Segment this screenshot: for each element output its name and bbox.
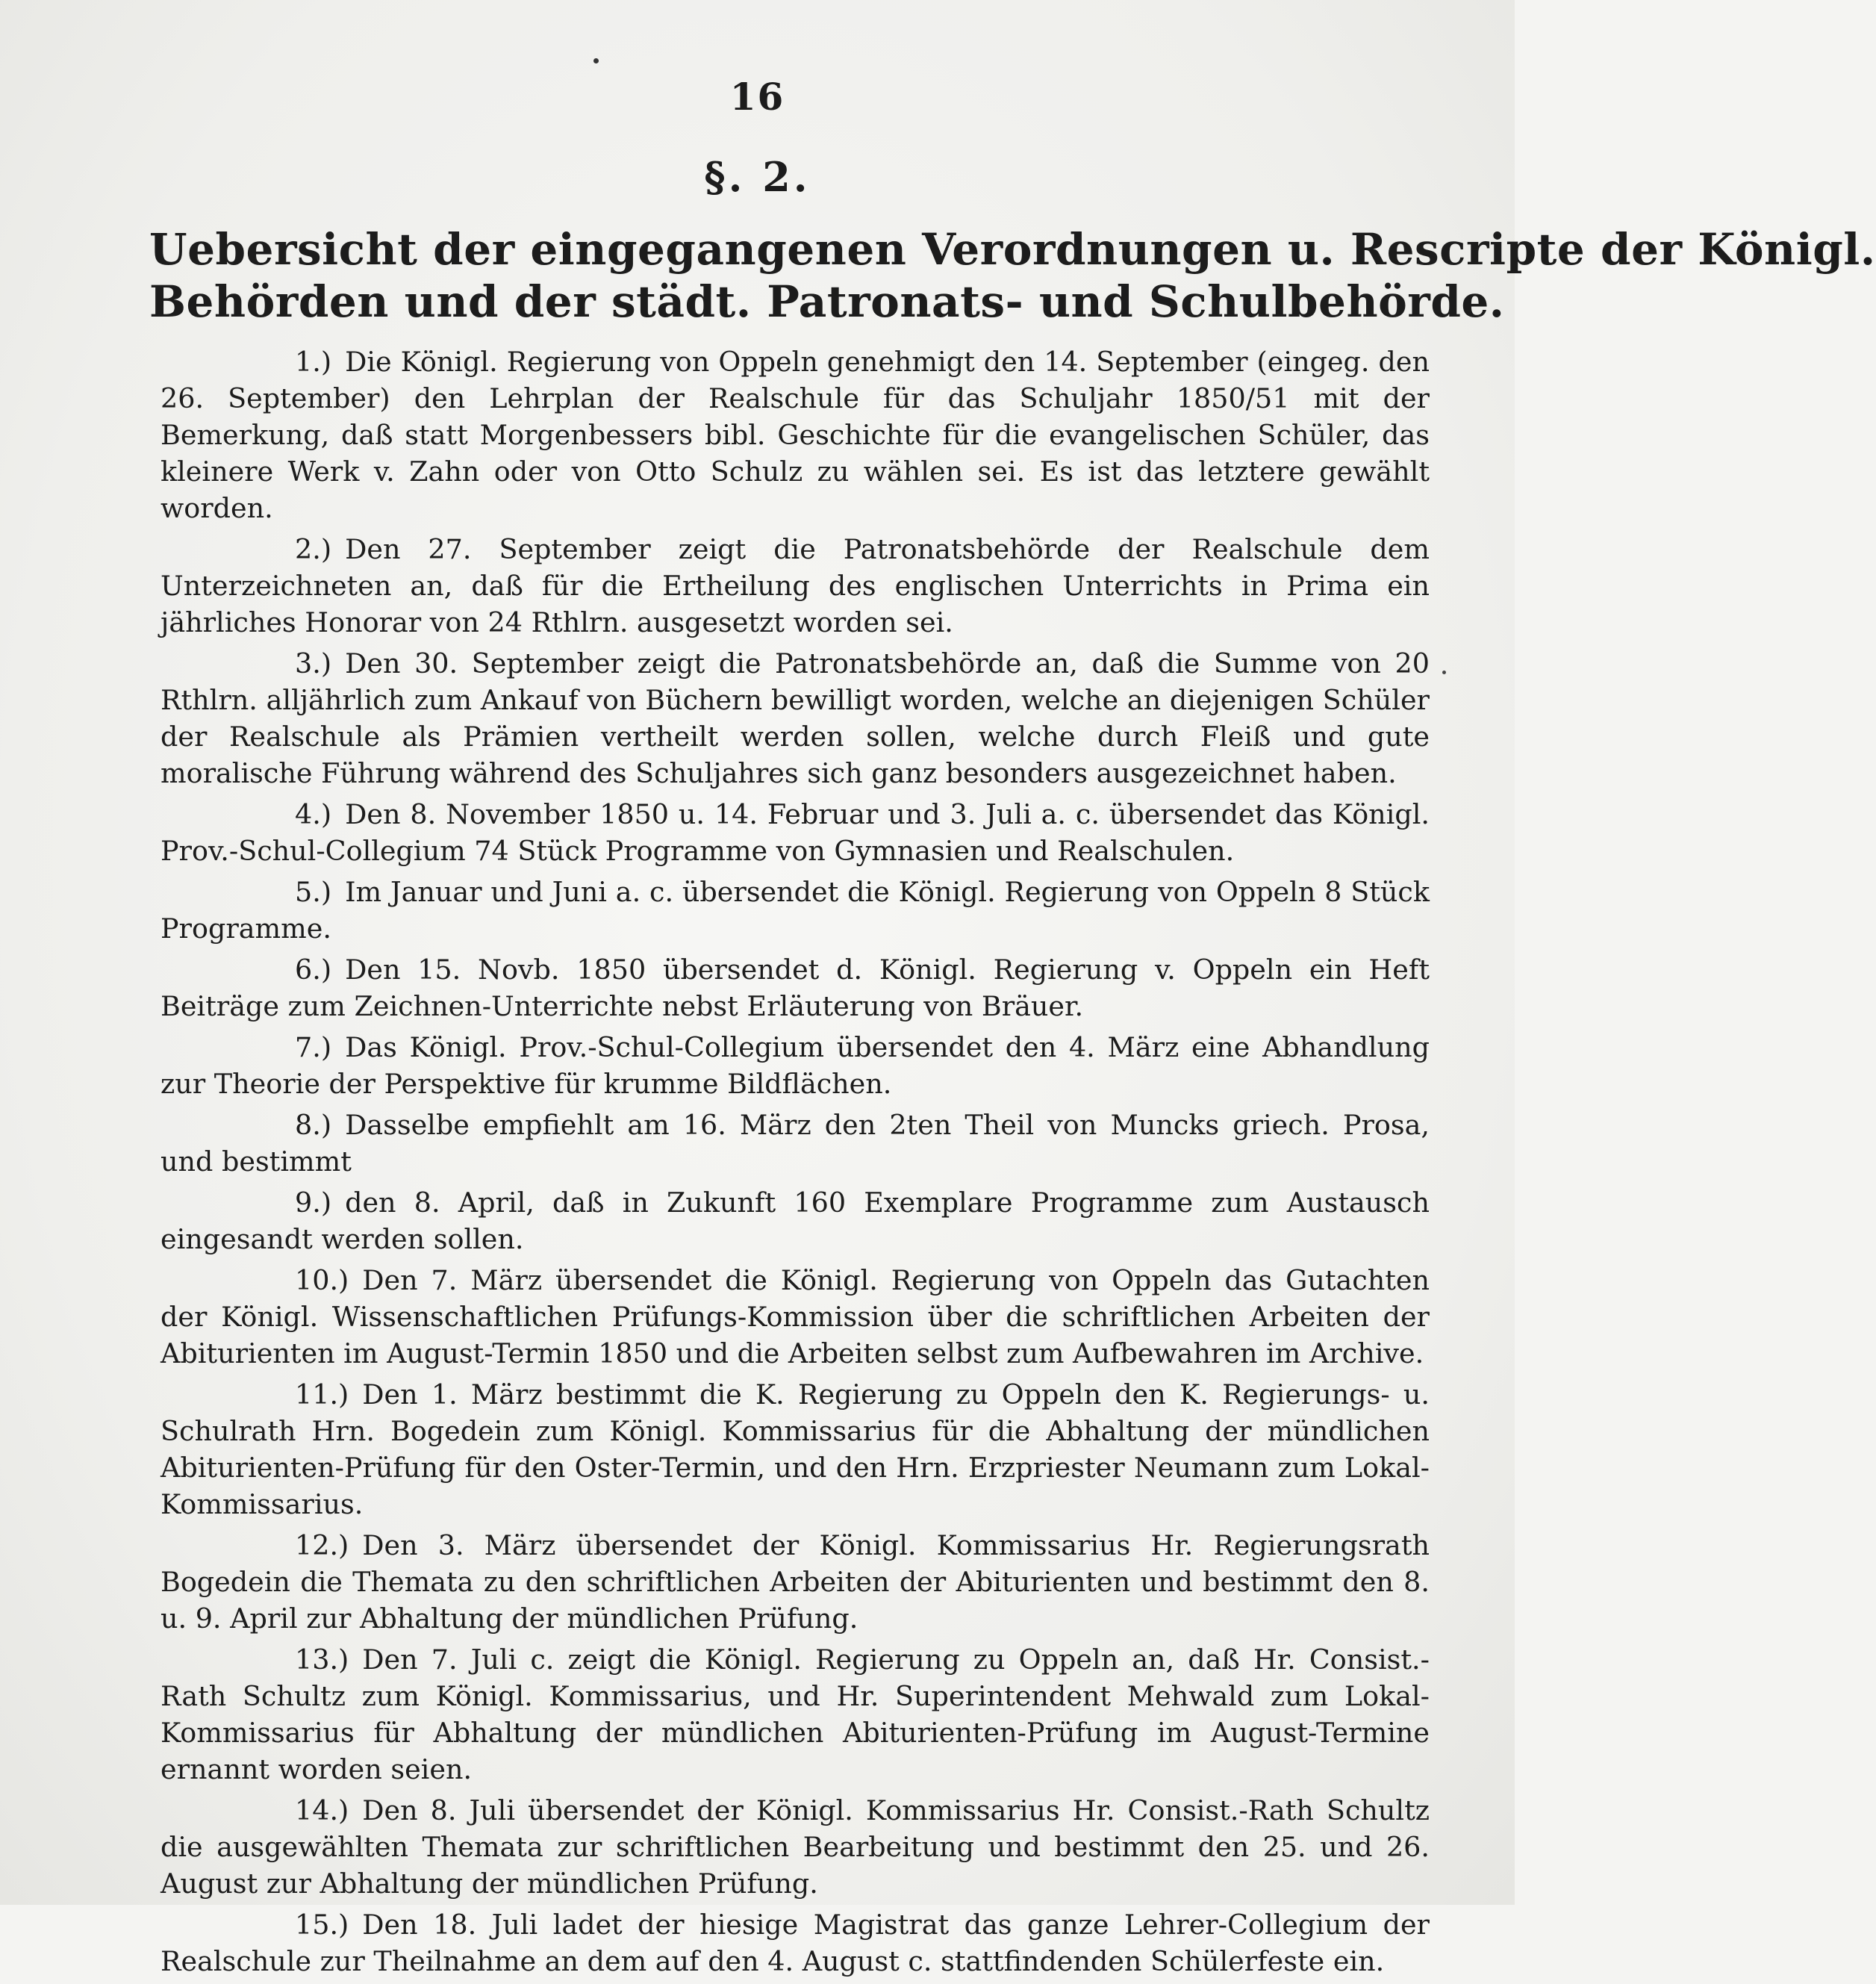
- entry-text: den 8. April, daß in Zukunft 160 Exemplare Programme zum Austausch eingesandt werden sollen.: [161, 1187, 1430, 1255]
- entry-number: 11.): [295, 1378, 349, 1411]
- list-item: [161, 1107, 1430, 1180]
- entry-number: 8.): [295, 1109, 332, 1141]
- ink-speck: [593, 58, 599, 63]
- entry-text: Den 1. März bestimmt die K. Regierung zu Oppeln den K. Regierungs- u. Schulrath Hrn. Bogedein zum Königl. Kommissarius für die Abhaltung der mündlichen Abiturienten-Prüfung für den Oster-Termin, und den Hrn. Erzpriester Neumann zum Lokal-Kommissarius.: [161, 1378, 1430, 1520]
- list-item: [161, 1906, 1430, 1980]
- entry-text: Dasselbe empfiehlt am 16. März den 2ten Theil von Muncks griech. Prosa, und bestimmt: [161, 1109, 1430, 1178]
- entry-list: [161, 343, 1430, 1984]
- entry-number: 2.): [295, 533, 332, 565]
- entry-text: Den 8. Juli übersendet der Königl. Kommissarius Hr. Consist.-Rath Schultz die ausgewählten Themata zur schriftlichen Bearbeitung und bestimmt den 25. und 26. August zur Abhaltung der mündlichen Prüfung.: [161, 1794, 1430, 1900]
- list-item: [161, 1029, 1430, 1102]
- entry-text: Im Januar und Juni a. c. übersendet die Königl. Regierung von Oppeln 8 Stück Programme.: [161, 876, 1430, 945]
- list-item: [161, 1792, 1430, 1902]
- entry-number: 7.): [295, 1031, 332, 1063]
- list-item: [161, 1641, 1430, 1788]
- entry-number: 15.): [295, 1909, 349, 1941]
- list-item: [161, 951, 1430, 1024]
- entry-text: Das Königl. Prov.-Schul-Collegium übersendet den 4. März eine Abhandlung zur Theorie der Perspektive für krumme Bildflächen.: [161, 1031, 1430, 1100]
- entry-text: Den 7. Juli c. zeigt die Königl. Regierung zu Oppeln an, daß Hr. Consist.-Rath Schultz zum Königl. Kommissarius, und Hr. Superintendent Mehwald zum Lokal-Kommissarius für Abhaltung der mündlichen Abiturienten-Prüfung im August-Termine ernannt worden seien.: [161, 1644, 1430, 1785]
- list-item: [161, 874, 1430, 947]
- heading-line-1: Uebersicht der eingegangenen Verordnungen u. Rescripte der Königl.: [149, 224, 1876, 275]
- list-item: [161, 796, 1430, 869]
- entry-text: Die Königl. Regierung von Oppeln genehmigt den 14. September (eingeg. den 26. September) den Lehrplan der Realschule für das Schuljahr 1850/51 mit der Bemerkung, daß statt Morgenbessers bibl. Geschichte für die evangelischen Schüler, das kleinere Werk v. Zahn oder von Otto Schulz zu wählen sei. Es ist das letztere gewählt worden.: [161, 346, 1430, 524]
- entry-number: 1.): [295, 346, 332, 378]
- entry-text: Den 30. September zeigt die Patronatsbehörde an, daß die Summe von 20 Rthlrn. alljährlich zum Ankauf von Büchern bewilligt worden, welche an diejenigen Schüler der Realschule als Prämien vertheilt werden sollen, welche durch Fleiß und gute moralische Führung während des Schuljahres sich ganz besonders ausgezeichnet haben.: [161, 647, 1430, 789]
- entry-text: Den 7. März übersendet die Königl. Regierung von Oppeln das Gutachten der Königl. Wissenschaftlichen Prüfungs-Kommission über die schriftlichen Arbeiten der Abiturienten im August-Termin 1850 und die Arbeiten selbst zum Aufbewahren im Archive.: [161, 1264, 1430, 1369]
- entry-number: 12.): [295, 1529, 349, 1561]
- list-item: [161, 531, 1430, 641]
- entry-text: Den 18. Juli ladet der hiesige Magistrat das ganze Lehrer-Collegium der Realschule zur Theilnahme an dem auf den 4. August c. stattfindenden Schülerfeste ein.: [161, 1909, 1430, 1977]
- list-item: [161, 1184, 1430, 1257]
- entry-number: 13.): [295, 1644, 349, 1676]
- ink-speck: [1442, 671, 1446, 674]
- entry-number: 9.): [295, 1187, 332, 1219]
- entry-number: 5.): [295, 876, 332, 908]
- entry-number: 4.): [295, 798, 332, 830]
- entry-text: Den 27. September zeigt die Patronatsbehörde der Realschule dem Unterzeichneten an, daß für die Ertheilung des englischen Unterrichts in Prima ein jährliches Honorar von 24 Rthlrn. ausgesetzt worden sei.: [161, 533, 1430, 638]
- entry-number: 10.): [295, 1264, 349, 1296]
- section-title: §. 2.: [704, 153, 811, 201]
- list-item: [161, 645, 1430, 792]
- list-item: [161, 343, 1430, 526]
- heading-line-2: Behörden und der städt. Patronats- und Schulbehörde.: [149, 276, 1505, 327]
- entry-number: 3.): [295, 647, 332, 680]
- list-item: [161, 1376, 1430, 1523]
- entry-number: 6.): [295, 954, 332, 986]
- page-number: 16: [729, 75, 785, 119]
- list-item: [161, 1527, 1430, 1637]
- entry-text: Den 8. November 1850 u. 14. Februar und 3. Juli a. c. übersendet das Königl. Prov.-Schul-Collegium 74 Stück Programme von Gymnasien und Realschulen.: [161, 798, 1430, 867]
- entry-text: Den 3. März übersendet der Königl. Kommissarius Hr. Regierungsrath Bogedein die Themata zu den schriftlichen Arbeiten der Abiturienten und bestimmt den 8. u. 9. April zur Abhaltung der mündlichen Prüfung.: [161, 1529, 1430, 1635]
- entry-text: Den 15. Novb. 1850 übersendet d. Königl. Regierung v. Oppeln ein Heft Beiträge zum Zeichnen-Unterrichte nebst Erläuterung von Bräuer.: [161, 954, 1430, 1022]
- entry-number: 14.): [295, 1794, 349, 1826]
- list-item: [161, 1262, 1430, 1372]
